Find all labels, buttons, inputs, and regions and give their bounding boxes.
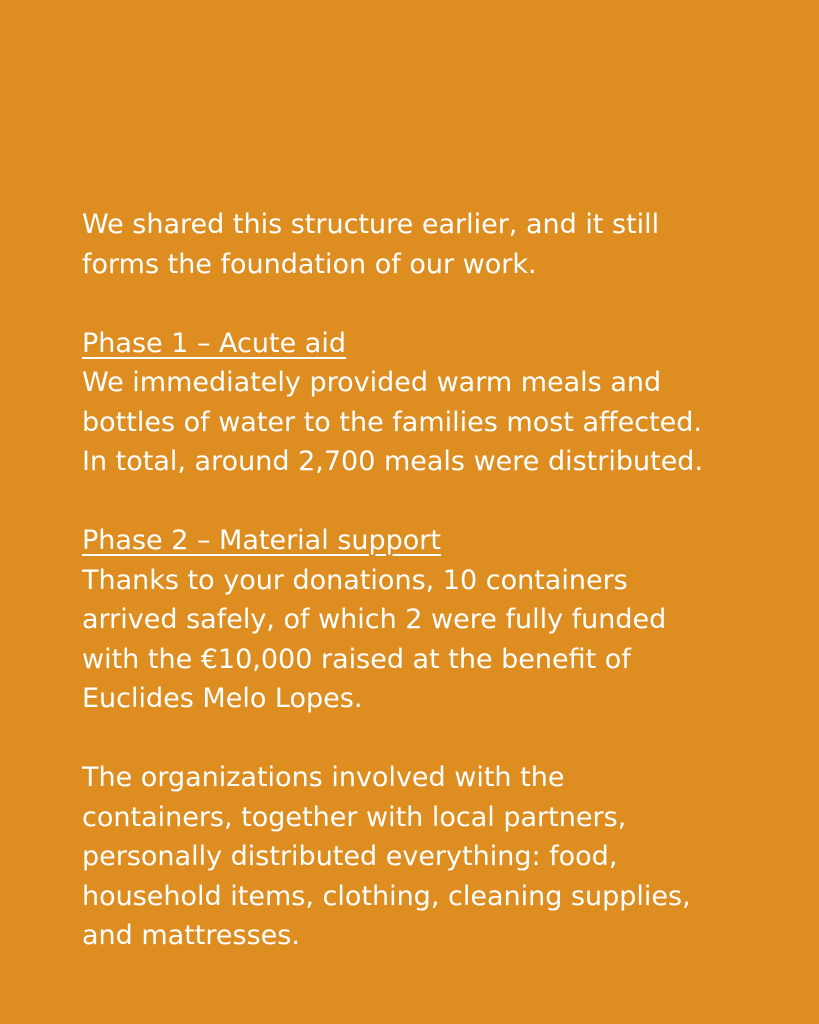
paragraph-spacer: [82, 284, 762, 324]
intro-paragraph: [82, 205, 762, 284]
closing-line: personally distributed everything: food,: [82, 841, 618, 872]
closing-line: and mattresses.: [82, 920, 300, 951]
phase1-line: bottles of water to the families most affected.: [82, 406, 702, 438]
closing-line: containers, together with local partners,: [82, 801, 627, 833]
closing-paragraph: [82, 758, 762, 956]
phase2-heading: Phase 2 – Material support: [82, 525, 441, 556]
phase2-line: Euclides Melo Lopes.: [82, 683, 363, 714]
phase1-paragraph: [82, 363, 762, 482]
closing-line: household items, clothing, cleaning supplies,: [82, 880, 691, 912]
phase2-line: Thanks to your donations, 10 containers: [82, 564, 628, 596]
phase1-line: We immediately provided warm meals and: [82, 367, 662, 398]
phase2-paragraph: [82, 561, 762, 719]
paragraph-spacer: [82, 482, 762, 522]
intro-line: forms the foundation of our work.: [82, 248, 537, 280]
phase2-line: arrived safely, of which 2 were fully funded: [82, 604, 667, 635]
paragraph-spacer: [82, 719, 762, 759]
phase1-heading: Phase 1 – Acute aid: [82, 327, 346, 359]
phase1-line: In total, around 2,700 meals were distributed.: [82, 446, 704, 477]
closing-line: The organizations involved with the: [82, 762, 565, 793]
intro-line: We shared this structure earlier, and it still: [82, 209, 660, 240]
phase2-line: with the €10,000 raised at the benefit of: [82, 643, 631, 675]
post-text-block: [82, 205, 762, 956]
